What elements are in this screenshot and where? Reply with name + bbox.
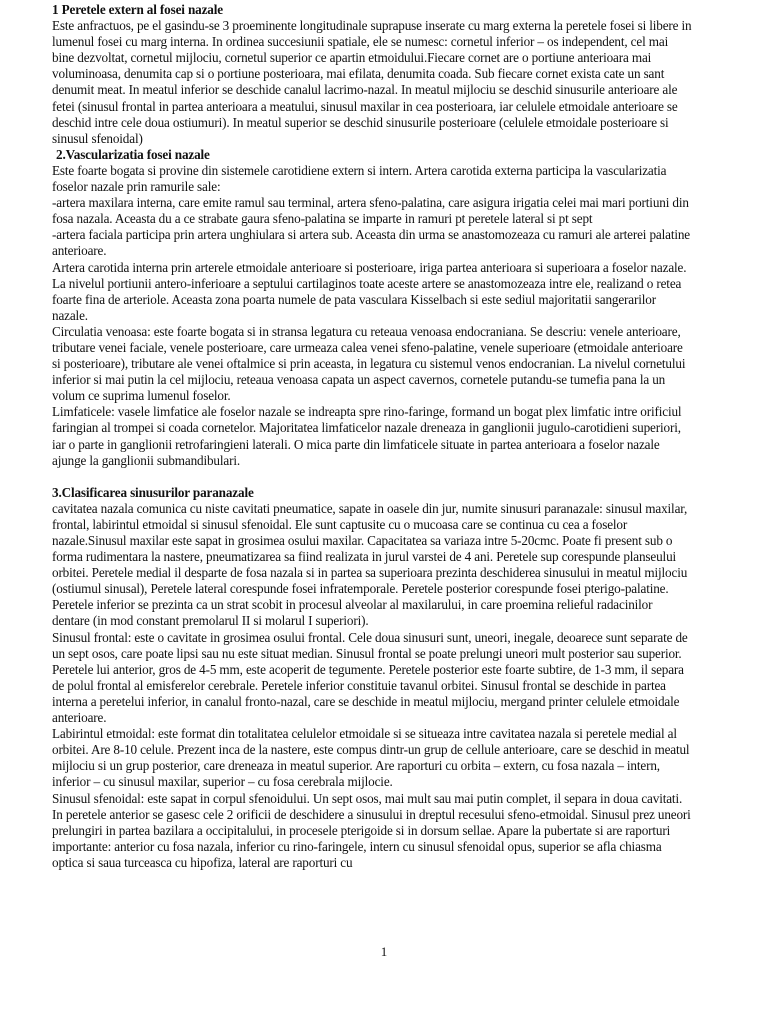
paragraph: -artera maxilara interna, care emite ramul sau terminal, artera sfeno-palatina, care asigura irigatia celei mai mari portiuni din fosa nazala. Aceasta du a ce strabate gaura sfeno-palatina se imparte in ramuri pt peretele lateral si pt sept — [52, 195, 689, 227]
page-number: 1 — [380, 944, 388, 959]
section-title-2: 2.Vascularizatia fosei nazale — [56, 146, 210, 162]
section-title-3: 3.Clasificarea sinusurilor paranazale — [52, 484, 254, 500]
paragraph: cavitatea nazala comunica cu niste cavitati pneumatice, sapate in oasele din jur, numite sinusuri paranazale: sinusul maxilar, frontal, labirintul etmoidal si sinusul sfenoidal. Ele sunt captusite cu o mucoasa care se continua cu cea a foselor nazale.Sinusul maxilar este sapat in grosimea osului maxilar. Capacitatea sa variaza intre 5-20cmc. Poate fi present sub o forma rudimentara la nastere, pneumatizarea sa fiind realizata in jurul varstei de 4 ani. Peretele sup corespunde planseului orbitei. Peretele medial il desparte de fosa nazala si in partea sa superioara prezinta deschiderea sinusului in meatul mijlociu (ostiumul sinusal), Peretele lateral corespunde fosei infratemporale. Peretele posterior corespunde fosei pterigo-palatine. Peretele inferior se prezinta ca un strat scobit in procesul alveolar al maxilarului, in care proemina relieful radacinilor dentare (in mod constant premolarul II si molarul I superiori). — [52, 500, 688, 629]
document-page — [52, 2, 692, 871]
section-title-1: 1 Peretele extern al fosei nazale — [52, 2, 223, 17]
paragraph: Sinusul frontal: este o cavitate in grosimea osului frontal. Cele doua sinusuri sunt, uneori, inegale, deoarece sunt separate de un sept osos, care poate lipsi sau nu este situat median. Sinusul frontal se poate prelungi uneori mult posterior sau superior. Peretele lui anterior, gros de 4-5 mm, este acoperit de tegumente. Peretele posterior este foarte subtire, de 1-3 mm, il separa de polul frontal al emisferelor cerebrale. Peretele inferior constituie tavanul orbitei. Sinusul frontal se deschide in partea interna a peretelui inferior, in canalul fronto-nazal, care se deschide in meatul mijlociu, mergand printer celulele etmoidale anterioare. — [52, 629, 688, 726]
paragraph: Limfaticele: vasele limfatice ale foselor nazale se indreapta spre rino-faringe, formand un bogat plex limfatic intre orificiul faringian al trompei si coada cornetelor. Majoritatea limfaticelor nazale dreneaza in ganglionii jugulo-carotidieni superiori, iar o parte in ganglionii retrofaringieni laterali. O mica parte din limfaticele situate in partea anterioara a foselor nazale ajunge la ganglionii submandibulari. — [52, 404, 682, 468]
paragraph: Este foarte bogata si provine din sistemele carotidiene extern si intern. Artera carotida externa participa la vascularizatia foselor nazale prin ramurile sale: — [52, 162, 667, 195]
paragraph: Artera carotida interna prin arterele etmoidale anterioare si posterioare, iriga partea anterioara si superioara a foselor nazale. La nivelul portiunii antero-inferioare a septului cartilaginos toate aceste artere se anastomozeaza intre ele, realizand o retea foarte fina de arteriole. Aceasta zona poarta numele de pata vasculara Kisselbach si este sediul majoritatii sangerarilor nazale. — [52, 259, 687, 323]
paragraph: Labirintul etmoidal: este format din totalitatea celulelor etmoidale si se situeaza intre cavitatea nazala si peretele medial al orbitei. Are 8-10 celule. Prezent inca de la nastere, este compus dintr-un grup de cellule anterioare, care se deschid in meatul mijlociu si un grup posterior, care dreneaza in meatul superior. Are raporturi cu orbita – extern, cu fosa nazala – intern, inferior – cu sinusul maxilar, superior – cu fosa cerebrala mijlocie. — [52, 726, 690, 790]
paragraph: Circulatia venoasa: este foarte bogata si in stransa legatura cu reteaua venoasa endocraniana. Se descriu: venele anterioare, tributare venei faciale, venele posterioare, care urmeaza calea venei sfeno-palatine, venele superioare (etmoidale anterioare si posterioare), tributare ale venei oftalmice si prin aceasta, in legatura cu sistemul venos endocranian. La nivelul cornetului inferior si mai putin la cel mijlociu, reteaua venoasa capata un aspect cavernos, cornetele putandu-se tumefia pana la un volum ce suprima lumenul foselor. — [52, 323, 686, 404]
section-spacer — [52, 469, 692, 485]
paragraph: Este anfractuos, pe el gasindu-se 3 proeminente longitudinale suprapuse inserate cu marg externa la peretele fosei si libere in lumenul fosei cu marg interna. In ordinea succesiunii spatiale, ele se numesc: cornetul inferior – os independent, cel mai bine dezvoltat, cornetul mijlociu, cornetul superior ce apartin etmoidului.Fiecare cornet are o portiune anterioara mai voluminoasa, denumita cap si o portiune posterioara, mai efilata, denumita coada. Sub fiecare cornet exista cate un sant denumit meat. In meatul inferior se deschide canalul lacrimo-nazal. In meatul mijlociu se deschid sinusurile anterioare ale fetei (sinusul frontal in partea anterioara a meatului, sinusul maxilar in cea posterioara, iar celulele etmoidale anterioare se deschid intre cele doua ostiumuri). In meatul superior se deschid sinusurile posterioare (celulele etmoidale posterioare si sinusul sfenoidal) — [52, 18, 692, 146]
paragraph: -artera faciala participa prin artera unghiulara si artera sub. Aceasta din urma se anastomozeaza cu ramuri ale arterei palatine anterioare. — [52, 227, 690, 259]
paragraph: Sinusul sfenoidal: este sapat in corpul sfenoidului. Un sept osos, mai mult sau mai putin complet, il separa in doua cavitati. In peretele anterior se gasesc cele 2 orificii de deschidere a sinusului in dreptul recesului sfeno-etmoidal. Sinusul prez uneori prelungiri in partea bazilara a occipitalului, in procesele pterigoide si in dorsum sellae. Apare la pubertate si are raporturi importante: anterior cu fosa nazala, inferior cu rino-faringele, intern cu sinusul sfenoidal opus, superior se afla chiasma optica si saua turceasca cu hipofiza, lateral are raporturi cu — [52, 790, 691, 870]
